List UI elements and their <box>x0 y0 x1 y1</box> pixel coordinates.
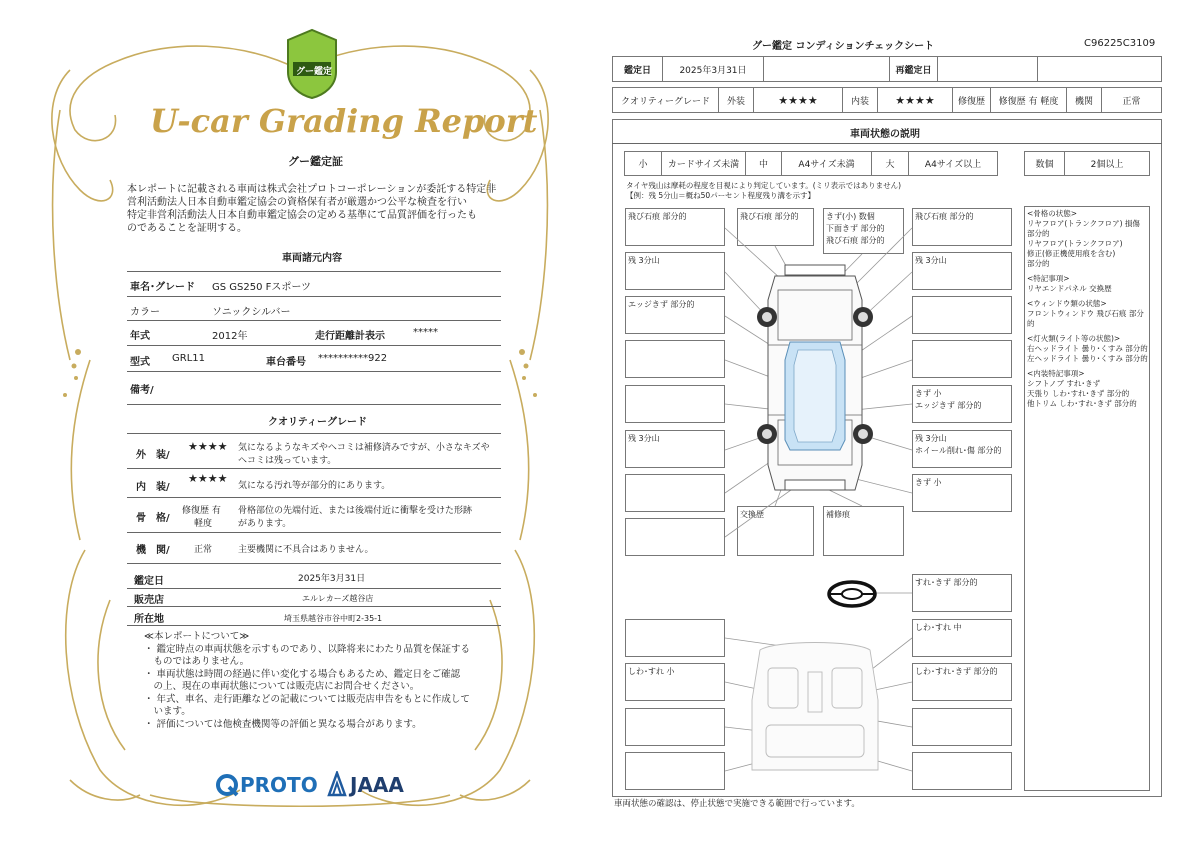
ext-stars: ★★★★ <box>754 88 843 112</box>
box-left-3: エッジきず 部分的 <box>625 296 725 334</box>
box-right-5: きず 小 エッジきず 部分的 <box>912 385 1012 423</box>
engine-value: 正常 <box>194 545 213 555</box>
box-right-3 <box>912 296 1012 334</box>
tire-note: タイヤ残山は摩耗の程度を目視により判定しています。(ミリ表示ではありません) <box>626 181 902 190</box>
box-windshield: きず(小) 数個 下面きず 部分的 飛び石痕 部分的 <box>823 208 904 254</box>
divider <box>127 433 501 434</box>
rep-value: 修復歴 有 軽度 <box>991 88 1067 112</box>
count-label: 数個 <box>1025 152 1065 175</box>
divider <box>127 468 501 469</box>
jaaa-logo-icon <box>327 771 347 797</box>
spec-heading: 車両諸元内容 <box>282 253 342 264</box>
frame-value: 修復歴 有 <box>182 506 221 516</box>
box-int-left-4 <box>625 752 725 790</box>
box-tire-fl: 残 3分山 <box>625 252 725 290</box>
count-value: 2個以上 <box>1090 160 1124 170</box>
certificate-intro: 本レポートに記載される車両は株式会社プロトコーポレーションが委託する特定非 営利活動法人日本自動車鑑定協会の資格保有者が厳選かつ公平な検査を行い 特定非営利活動法人日本自動車鑑定協会の定める基準にて品質評価を行ったも のであることを証明する。 <box>127 184 497 234</box>
year-value: 2012年 <box>212 331 248 342</box>
box-front-left: 飛び石痕 部分的 <box>625 208 725 246</box>
divider <box>127 371 501 372</box>
size-large-desc: A4サイズ以上 <box>924 160 982 170</box>
date-row <box>612 56 1162 82</box>
condition-check-sheet <box>600 0 1200 848</box>
divider <box>127 563 501 564</box>
address-value: 埼玉県越谷市谷中町2-35-1 <box>284 614 383 623</box>
box-left-4 <box>625 340 725 378</box>
box-right-4 <box>912 340 1012 378</box>
box-left-7 <box>625 474 725 512</box>
sheet-code: C96225C3109 <box>1084 38 1156 49</box>
rep-label: 修復歴 <box>953 88 991 112</box>
exterior-desc-2: ヘコミは残っています。 <box>238 456 337 466</box>
size-legend <box>624 151 998 176</box>
certificate-heading: グー鑑定証 <box>288 155 343 168</box>
box-left-8 <box>625 518 725 556</box>
eng-value: 正常 <box>1122 96 1141 107</box>
report-notes: ≪本レポートについて≫ ・ 鑑定時点の車両状態を示すものであり、以降将来にわたり品質を保証する ものではありません。 ・ 車両状態は時間の経過に伴い変化する場合もあるため、鑑定日をご確認 の上、現在の車両状態については販売店にお問合せください。 ・ 年式、車名、走行距離などの記載については販売店申告をもとに作成して います。 ・ 評価については他検査機関等の評価と異なる場合があります。 <box>144 631 471 730</box>
box-seat-2r: しわ･すれ･きず 部分的 <box>912 663 1012 701</box>
divider <box>612 143 1162 144</box>
interior-desc: 気になる汚れ等が部分的にあります。 <box>238 481 391 491</box>
redate-label: 再鑑定日 <box>890 57 938 81</box>
box-int-left-3 <box>625 708 725 746</box>
proto-logo-icon <box>215 773 239 797</box>
box-front-right: 飛び石痕 部分的 <box>912 208 1012 246</box>
sheet-date-label: 鑑定日 <box>613 57 663 81</box>
divider <box>127 404 501 405</box>
engine-desc: 主要機関に不具合はありません。 <box>238 545 374 555</box>
divider <box>127 296 501 297</box>
frame-desc-1: 骨格部位の先端付近、または後端付近に衝撃を受けた形跡 <box>238 506 473 516</box>
count-legend <box>1024 151 1150 176</box>
box-int-left-1 <box>625 619 725 657</box>
color-value: ソニックシルバー <box>212 307 291 318</box>
qg-label: クオリティーグレード <box>613 88 719 112</box>
shop-value: エルレカーズ越谷店 <box>302 594 374 603</box>
box-seat-2l: しわ･すれ 小 <box>625 663 725 701</box>
size-large: 大 <box>872 152 909 175</box>
date-label: 鑑定日 <box>134 576 164 587</box>
sheet-title: グー鑑定 コンディションチェックシート <box>752 41 935 52</box>
divider <box>127 532 501 533</box>
interior-stars: ★★★★ <box>188 472 228 485</box>
model-value: GRL11 <box>172 353 205 364</box>
exterior-label: 外 装/ <box>136 450 170 461</box>
box-int-right-4 <box>912 752 1012 790</box>
int-label: 内装 <box>843 88 878 112</box>
mileage-value: ***** <box>413 327 438 338</box>
exterior-stars: ★★★★ <box>188 440 228 453</box>
remarks-label: 備考/ <box>130 385 154 396</box>
section-title: 車両状態の説明 <box>850 129 920 140</box>
size-small-desc: カードサイズ未満 <box>662 152 746 175</box>
size-small: 小 <box>625 152 662 175</box>
box-int-right-3 <box>912 708 1012 746</box>
model-label: 型式 <box>130 357 150 368</box>
box-tire-fr: 残 3分山 <box>912 252 1012 290</box>
size-medium: 中 <box>746 152 782 175</box>
car-name-label: 車名･グレード <box>130 282 195 293</box>
frame-value-2: 軽度 <box>194 519 213 529</box>
badge-text: グー鑑定 <box>296 67 333 77</box>
divider <box>127 625 501 626</box>
color-label: カラー <box>130 307 160 318</box>
divider <box>127 345 501 346</box>
quality-heading: クオリティーグレード <box>268 417 367 428</box>
divider <box>127 271 501 272</box>
proto-brand: PROTO <box>240 773 318 797</box>
divider <box>127 497 501 498</box>
grade-row <box>612 87 1162 113</box>
side-notes: <骨格の状態> リヤフロア(トランクフロア) 損傷 部分的 リヤフロア(トランクフロア) 修正(修正機使用痕を含む) 部分的 <特記事項> リヤエンドパネル 交換歴 <ウィンドウ類の状態> フロントウィンドウ 飛び石痕 部分的 <灯火類(ライト等の状態)> 右ヘッドライト 曇り･くすみ 部分的 左ヘッドライト 曇り･くすみ 部分的 <内装特記事項> シフトノブ すれ･きず 天張り しわ･すれ･きず 部分的 他トリム しわ･すれ･きず 部分的 <box>1027 209 1148 408</box>
mileage-label: 走行距離計表示 <box>315 331 385 342</box>
box-seat-1: しわ･すれ 中 <box>912 619 1012 657</box>
empty-cell <box>764 57 890 81</box>
eng-label: 機関 <box>1067 88 1102 112</box>
box-right-7: きず 小 <box>912 474 1012 512</box>
box-tire-rr: 残 3分山 ホイール削れ･傷 部分的 <box>912 430 1012 468</box>
box-repaired: 補修痕 <box>823 506 904 556</box>
year-label: 年式 <box>130 331 150 342</box>
shop-label: 販売店 <box>134 595 164 606</box>
jaaa-brand: JAAA <box>350 773 404 797</box>
box-replaced: 交換歴 <box>737 506 814 556</box>
box-left-5 <box>625 385 725 423</box>
chassis-label: 車台番号 <box>266 357 306 368</box>
ext-label: 外装 <box>719 88 754 112</box>
frame-label: 骨 格/ <box>136 513 170 524</box>
redate-value <box>938 57 1038 81</box>
box-front-center: 飛び石痕 部分的 <box>737 208 814 246</box>
tire-example: 【例：残 5分山＝概ね50パーセント程度残り溝を示す】 <box>626 191 816 200</box>
sheet-date-value: 2025年3月31日 <box>663 57 764 81</box>
box-steering: すれ･きず 部分的 <box>912 574 1012 612</box>
report-title: U-car Grading Report <box>150 102 538 140</box>
divider <box>127 588 501 589</box>
sheet-footer: 車両状態の確認は、停止状態で実施できる範囲で行っています。 <box>614 799 860 809</box>
chassis-value: **********922 <box>318 353 388 364</box>
box-tire-rl: 残 3分山 <box>625 430 725 468</box>
frame-desc-2: があります。 <box>238 519 292 529</box>
address-label: 所在地 <box>134 614 164 625</box>
exterior-desc-1: 気になるようなキズやヘコミは補修済みですが、小さなキズや <box>238 443 490 453</box>
interior-label: 内 装/ <box>136 482 170 493</box>
divider <box>127 320 501 321</box>
size-medium-desc: A4サイズ未満 <box>782 152 872 175</box>
car-name-value: GS GS250 Fスポーツ <box>212 282 311 293</box>
divider <box>127 606 501 607</box>
engine-label: 機 関/ <box>136 545 170 556</box>
date-value: 2025年3月31日 <box>298 574 366 584</box>
int-stars: ★★★★ <box>878 88 953 112</box>
